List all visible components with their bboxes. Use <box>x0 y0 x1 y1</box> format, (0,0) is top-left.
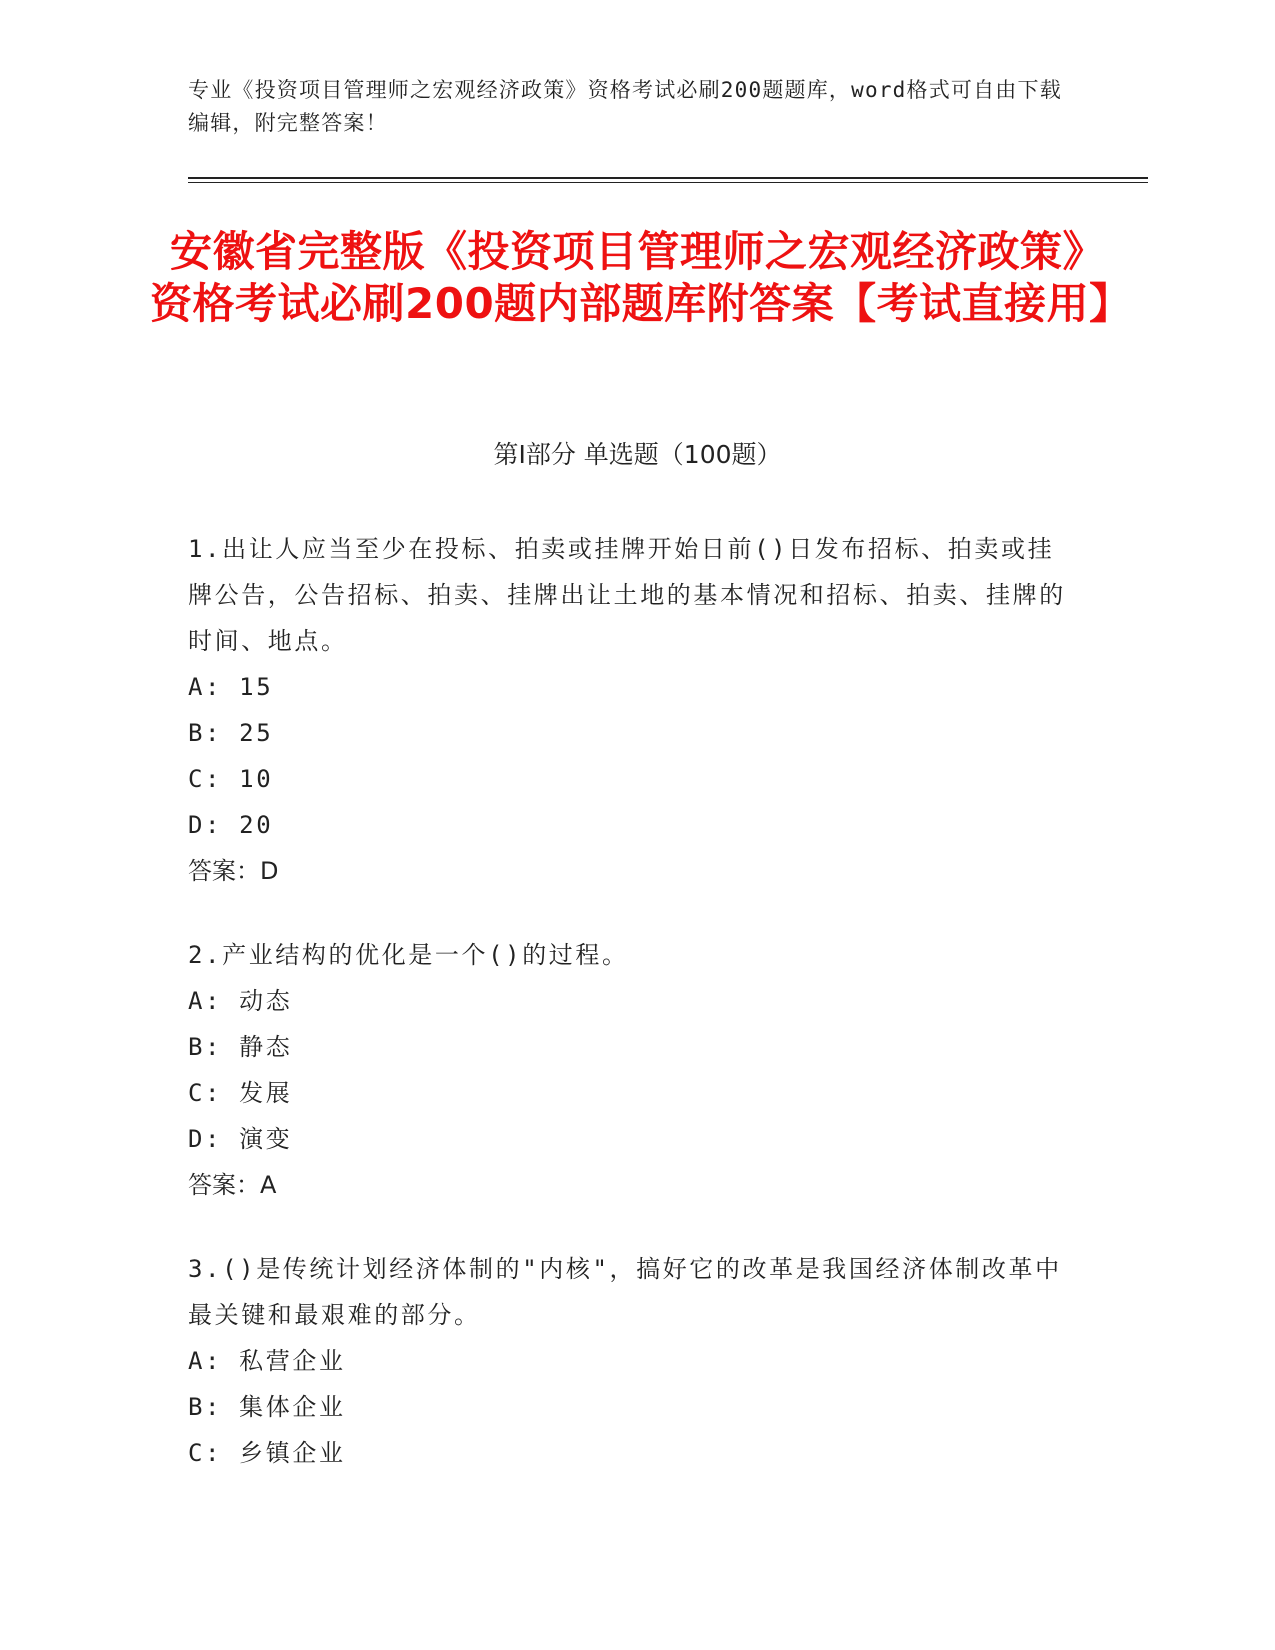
answer-line: 答案：D <box>188 857 279 885</box>
option-d: D: 20 <box>188 811 274 839</box>
option-c: C: 发展 <box>188 1079 293 1107</box>
header-divider <box>188 177 1148 179</box>
section-title: 第I部分 单选题（100题） <box>493 440 782 469</box>
option-b: B: 集体企业 <box>188 1393 346 1421</box>
option-c: C: 乡镇企业 <box>188 1439 346 1467</box>
question-3 <box>188 1246 1068 1476</box>
header-note: 专业《投资项目管理师之宏观经济政策》资格考试必刷200题题库，word格式可自由下载编辑，附完整答案！ <box>188 78 1062 135</box>
option-b: B: 25 <box>188 719 274 747</box>
answer-line: 答案：A <box>188 1171 277 1199</box>
option-a: A: 私营企业 <box>188 1347 346 1375</box>
question-2 <box>188 932 1068 1208</box>
document-title: 安徽省完整版《投资项目管理师之宏观经济政策》资格考试必刷200题内部题库附答案【考试直接用】 <box>150 227 1132 328</box>
question-stem: 3.()是传统计划经济体制的"内核"，搞好它的改革是我国经济体制改革中最关键和最艰难的部分。 <box>188 1255 1062 1329</box>
question-stem: 1.出让人应当至少在投标、拍卖或挂牌开始日前()日发布招标、拍卖或挂牌公告，公告招标、拍卖、挂牌出让土地的基本情况和招标、拍卖、挂牌的时间、地点。 <box>188 535 1066 655</box>
question-list <box>188 526 1068 1514</box>
option-b: B: 静态 <box>188 1033 293 1061</box>
option-d: D: 演变 <box>188 1125 293 1153</box>
question-1 <box>188 526 1068 894</box>
question-stem: 2.产业结构的优化是一个()的过程。 <box>188 941 629 969</box>
header-divider-thin <box>188 182 1148 183</box>
option-c: C: 10 <box>188 765 274 793</box>
option-a: A: 15 <box>188 673 274 701</box>
option-a: A: 动态 <box>188 987 293 1015</box>
